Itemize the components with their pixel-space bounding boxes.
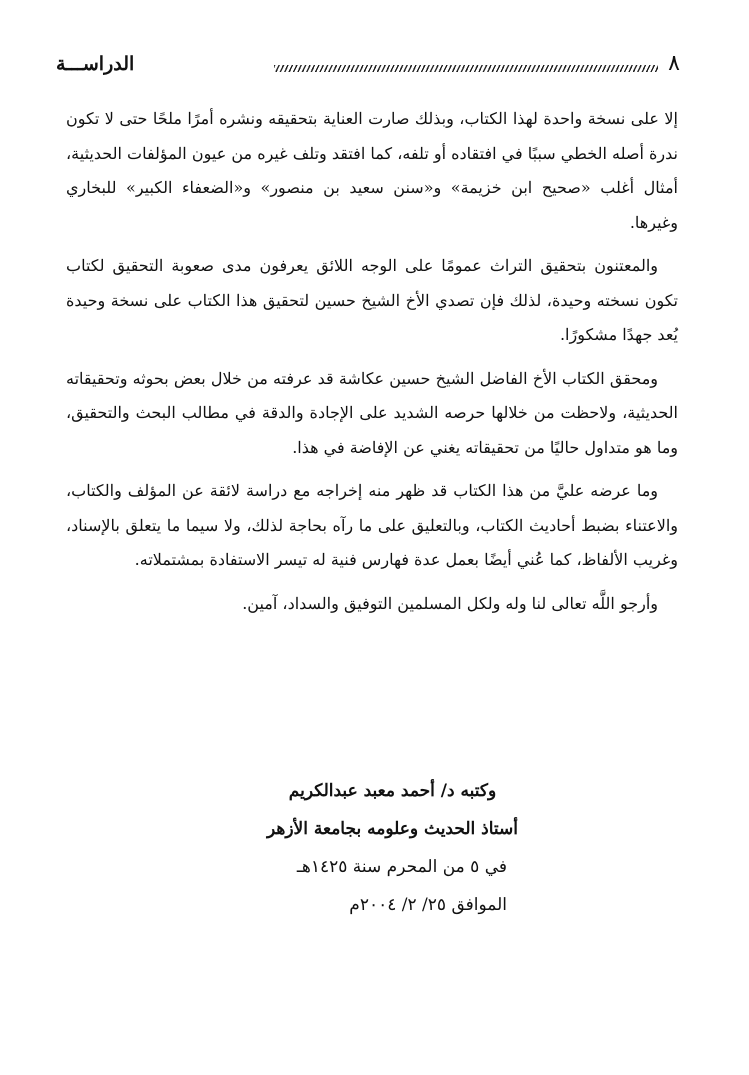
paragraph-4: وما عرضه عليَّ من هذا الكتاب قد ظهر منه إخراجه مع دراسة لائقة عن المؤلف والكتاب، والاعتناء بضبط أحاديث الكتاب، وبالتعليق على ما رآه بحاجة لذلك، ولا سيما ما يتعلق بالإسناد، وغريب الألفاظ، كما عُني أيضًا بعمل عدة فهارس فنية له تيسر الاستفادة بمشتملاته. — [66, 481, 678, 569]
paragraph-5: وأرجو اللَّه تعالى لنا وله ولكل المسلمين التوفيق والسداد، آمين. — [242, 593, 658, 613]
signature-author: وكتبه د/ أحمد معبد عبدالكريم — [288, 781, 497, 801]
signature-title: أستاذ الحديث وعلومه بجامعة الأزهر — [266, 819, 518, 839]
page-header — [56, 50, 680, 80]
header-decorative-rule — [274, 65, 658, 72]
paragraph-1: إلا على نسخة واحدة لهذا الكتاب، وبذلك صارت العناية بتحقيقه ونشره أمرًا ملحًا حتى لا تكون ندرة أصله الخطي سببًا في افتقاده أو تلفه، كما افتقد وتلف غيره من عيون المؤلفات الحديثية، أمثال أغلب «صحيح ابن خزيمة» و«سنن سعيد بن منصور» و«الضعفاء الكبير» للبخاري وغيرها. — [66, 109, 678, 232]
paragraph-3: ومحقق الكتاب الأخ الفاضل الشيخ حسين عكاشة قد عرفته من خلال بعض بحوثه وتحقيقاته الحديثية، ولاحظت من خلالها حرصه الشديد على الإجادة والدقة في مطالب البحث والتحقيق، وما هو متداول حاليًا من تحقيقاته يغني عن الإفاضة في هذا. — [66, 368, 678, 457]
paragraph-2: والمعتنون بتحقيق التراث عمومًا على الوجه اللائق يعرفون مدى صعوبة التحقيق لكتاب تكون نسخته وحيدة، لذلك فإن تصدي الأخ الشيخ حسين لتحقيق هذا الكتاب على نسخة وحيدة يُعد جهدًا مشكورًا. — [66, 256, 678, 344]
signature-block — [240, 772, 545, 924]
signature-gregorian-date: الموافق ٢٥/ ٢/ ٢٠٠٤م — [349, 895, 507, 915]
running-title-text: الدراســـة — [56, 53, 135, 75]
signature-hijri-date: في ٥ من المحرم سنة ١٤٢٥هـ — [296, 857, 507, 877]
page-number: ٨ — [668, 51, 680, 76]
body-text — [66, 102, 678, 630]
running-title — [56, 50, 134, 78]
